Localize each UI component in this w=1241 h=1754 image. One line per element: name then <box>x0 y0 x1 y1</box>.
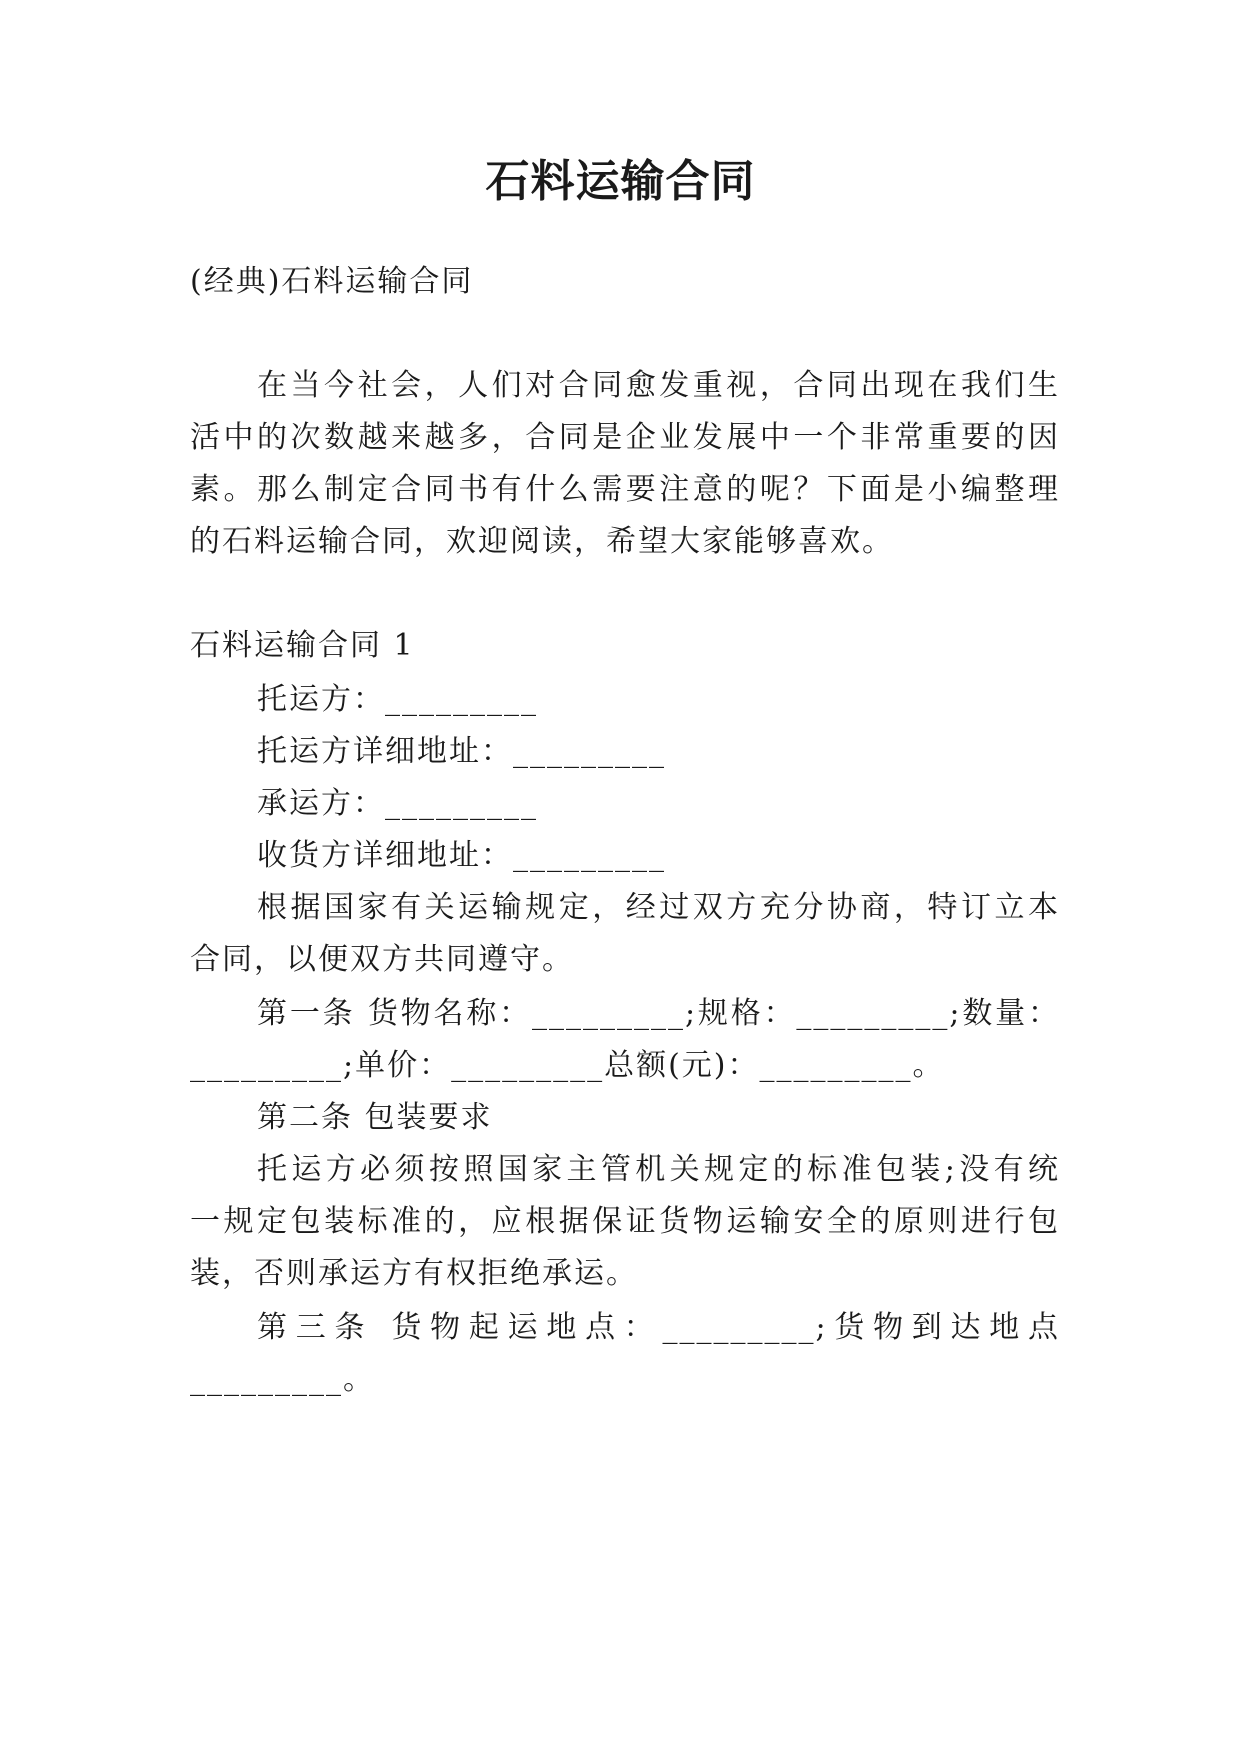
intro-line-1: 在当今社会，人们对合同愈发重视，合同出现在我们生 <box>257 368 1060 403</box>
document-subtitle: (经典)石料运输合同 <box>190 264 474 299</box>
intro-line-3: 素。那么制定合同书有什么需要注意的呢？下面是小编整理 <box>190 472 1060 507</box>
article-3-line-1: 第三条 货物起运地点：_________;货物到达地点 <box>257 1310 1060 1345</box>
section-heading: 石料运输合同 1 <box>190 628 415 663</box>
shipper-address-field: 托运方详细地址：_________ <box>257 734 666 769</box>
shipper-field: 托运方：_________ <box>257 682 538 717</box>
intro-line-4: 的石料运输合同，欢迎阅读，希望大家能够喜欢。 <box>190 524 894 559</box>
article-2-line-1: 托运方必须按照国家主管机关规定的标准包装;没有统 <box>257 1152 1060 1187</box>
article-1-line-1: 第一条 货物名称：_________;规格：_________;数量： <box>257 996 1060 1031</box>
preamble-line-2: 合同，以便双方共同遵守。 <box>190 942 574 977</box>
document-title: 石料运输合同 <box>485 156 756 207</box>
article-2-line-3: 装，否则承运方有权拒绝承运。 <box>190 1256 638 1291</box>
article-2-line-2: 一规定包装标准的，应根据保证货物运输安全的原则进行包 <box>190 1204 1060 1239</box>
consignee-address-field: 收货方详细地址：_________ <box>257 838 666 873</box>
preamble-line-1: 根据国家有关运输规定，经过双方充分协商，特订立本 <box>257 890 1060 925</box>
intro-line-2: 活中的次数越来越多，合同是企业发展中一个非常重要的因 <box>190 420 1060 455</box>
article-1-line-2: _________;单价：_________总额(元)：_________。 <box>190 1048 945 1083</box>
article-3-line-2: _________。 <box>190 1362 375 1397</box>
carrier-field: 承运方：_________ <box>257 786 538 821</box>
article-2-heading: 第二条 包装要求 <box>257 1100 493 1135</box>
